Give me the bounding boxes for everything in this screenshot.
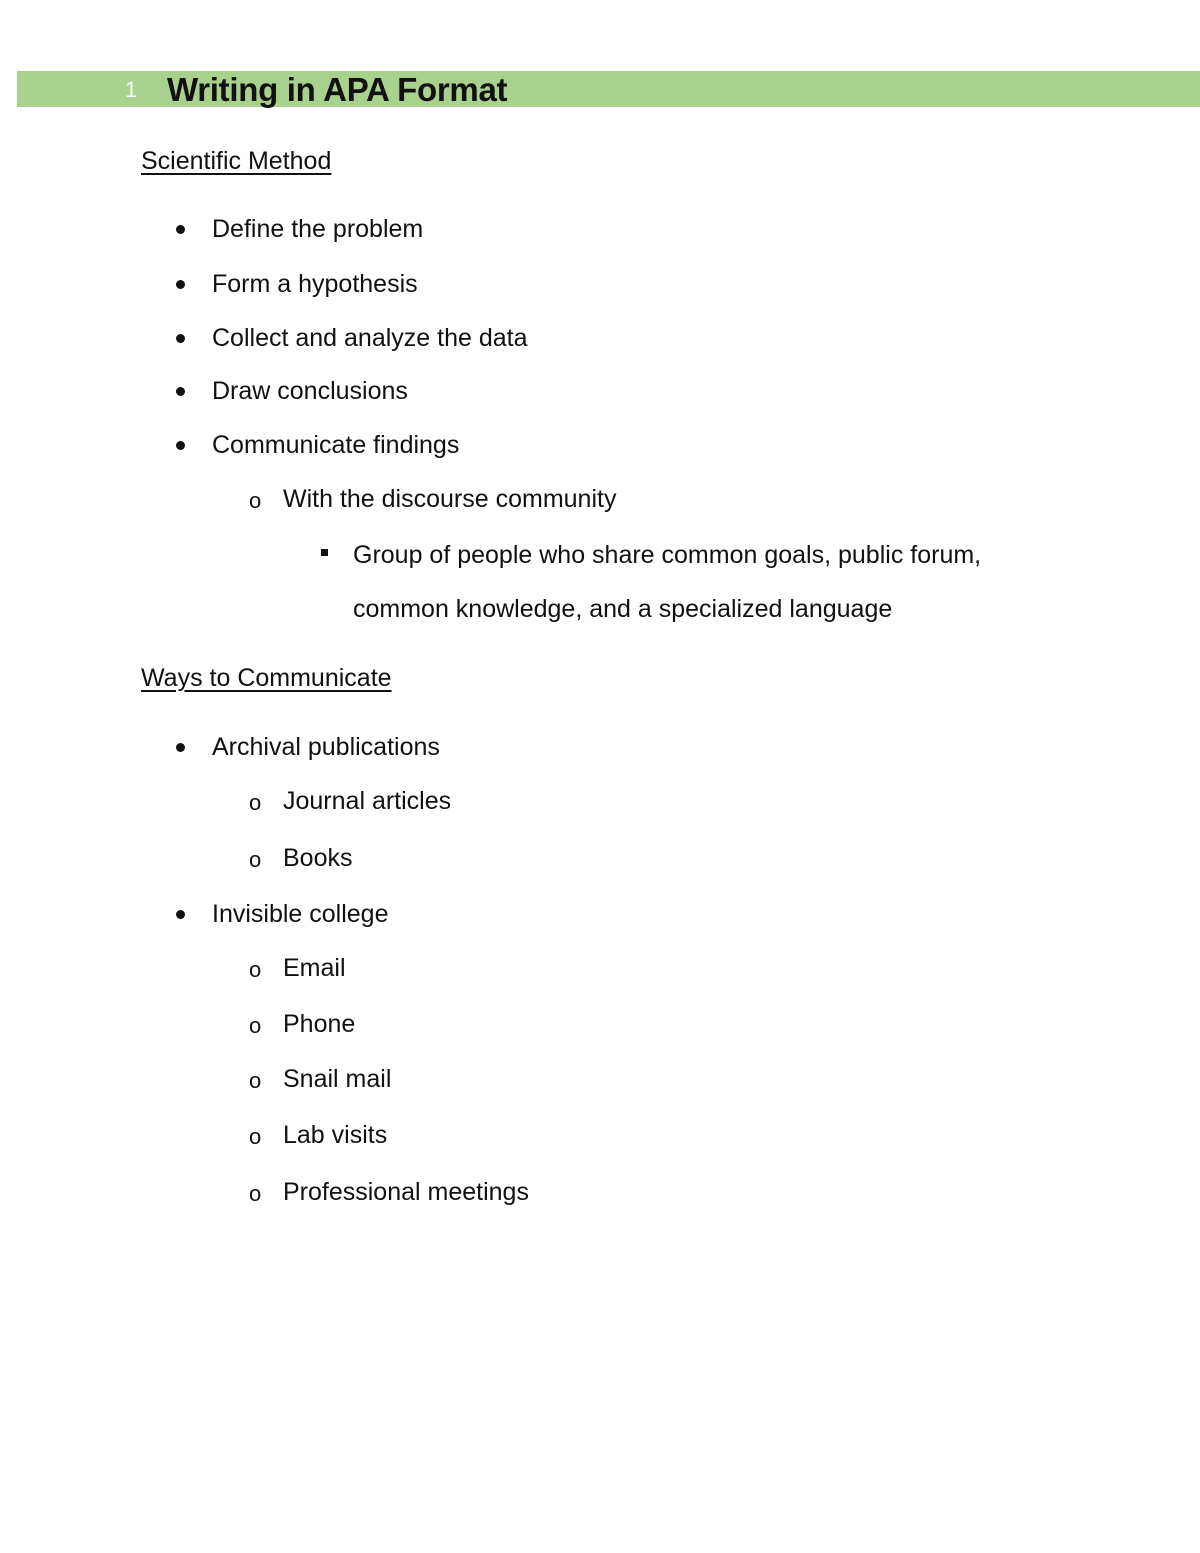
heading-title: Writing in APA Format: [167, 71, 508, 108]
list-item: Email: [283, 954, 346, 982]
list-item: Draw conclusions: [212, 377, 408, 405]
list-item: Lab visits: [283, 1121, 388, 1149]
bullet-circle-icon: o: [249, 957, 262, 982]
bullet-circle-icon: o: [249, 790, 262, 815]
heading-number: 1: [125, 77, 138, 102]
bullet-circle-icon: o: [249, 847, 262, 872]
list-item: With the discourse community: [283, 485, 617, 513]
bullet-square-icon: [321, 549, 328, 556]
list-item: Phone: [283, 1010, 356, 1038]
section-title-ways-to-communicate: Ways to Communicate: [141, 664, 392, 692]
bullet-circle-icon: o: [249, 1068, 262, 1093]
bullet-circle-icon: o: [249, 1013, 262, 1038]
bullet-dot-icon: [176, 910, 185, 919]
bullet-dot-icon: [176, 387, 185, 396]
bullet-dot-icon: [176, 225, 185, 234]
bullet-circle-icon: o: [249, 1181, 262, 1206]
bullet-circle-icon: o: [249, 1124, 262, 1149]
bullet-dot-icon: [176, 743, 185, 752]
list-item: Form a hypothesis: [212, 270, 418, 298]
list-item-continuation: common knowledge, and a specialized language: [353, 595, 893, 623]
list-item: Books: [283, 844, 353, 872]
section-title-scientific-method: Scientific Method: [141, 147, 332, 175]
list-item: Communicate findings: [212, 431, 460, 459]
bullet-dot-icon: [176, 334, 185, 343]
list-item: Snail mail: [283, 1065, 392, 1093]
bullet-dot-icon: [176, 280, 185, 289]
list-item: Invisible college: [212, 900, 389, 928]
bullet-dot-icon: [176, 441, 185, 450]
bullet-circle-icon: o: [249, 488, 262, 513]
list-item: Define the problem: [212, 215, 424, 243]
list-item: Journal articles: [283, 787, 452, 815]
list-item: Professional meetings: [283, 1178, 529, 1206]
list-item: Collect and analyze the data: [212, 324, 528, 352]
list-item: Group of people who share common goals, public forum,: [353, 541, 982, 569]
list-item: Archival publications: [212, 733, 440, 761]
